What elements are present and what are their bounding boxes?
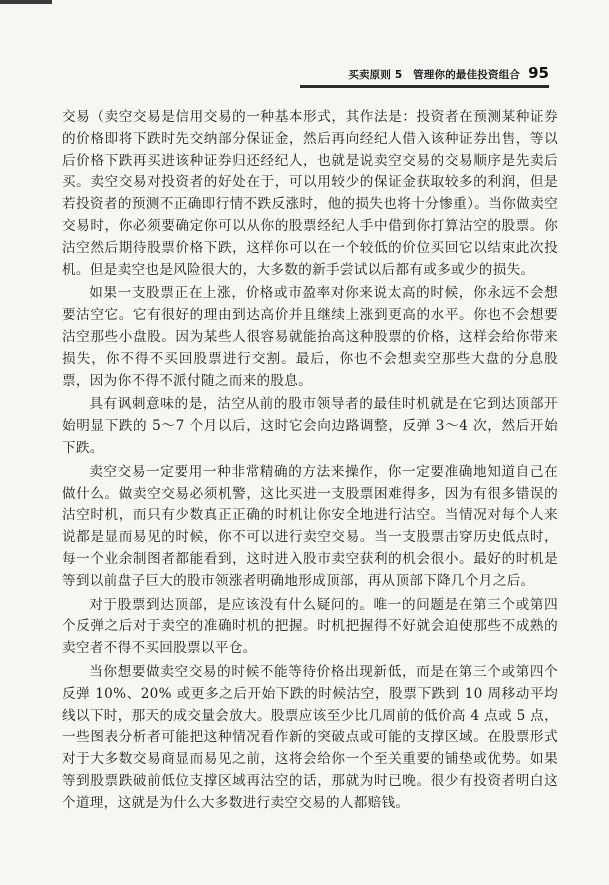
paragraph: 如果一支股票正在上涨，价格或市盈率对你来说太高的时候，你永远不会想要沽空它。它有很好的理由到达高价并且继续上涨到更高的水平。你也不会想要沽空那些小盘股。因为某些人很容易就能抬高这种股票的价格，这样会给你带来损失，你不得不买回股票进行交割。最后，你也不会想卖空那些大盘的分息股票，因为你不得不派付随之而来的股息。 (62, 285, 558, 389)
running-header (300, 64, 549, 88)
paragraph: 当你想要做卖空交易的时候不能等待价格出现新低，而是在第三个或第四个反弹 10%、20% 或更多之后开始下跌的时候沽空，股票下跌到 10 周移动平均线以下时，那天的成交量会放大。股票应该至少比几周前的低价高 4 点或 5 点，一些图表分析者可能把这种情况看作新的突破点或可能的支撑区域。在股票形式对于大多数交易商显而易见之前，这将会给你一个至关重要的铺垫或优势。如果等到股票跌破前低位支撑区域再沽空的话，那就为时已晚。很少有投资者明白这个道理，这就是为什么大多数进行卖空交易的人都赔钱。 (62, 663, 558, 811)
paragraph: 具有讽刺意味的是，沽空从前的股市领导者的最佳时机就是在它到达顶部开始明显下跌的 5～7 个月以后，这时它会向边路调整，反弹 3～4 次，然后开始下跌。 (62, 396, 558, 456)
paragraph: 对于股票到达顶部，是应该没有什么疑问的。唯一的问题是在第三个或第四个反弹之后对于卖空的准确时机的把握。时机把握得不好就会迫使那些不成熟的卖空者不得不买回股票以平仓。 (62, 596, 558, 657)
running-head-title: 买卖原则 5 管理你的最佳投资组合 (348, 69, 521, 81)
page-body (62, 107, 558, 817)
top-corner-rule (0, 0, 52, 4)
paragraph-continued: 交易（卖空交易是信用交易的一种基本形式，其作法是：投资者在预测某种证券的价格即将下跌时先交纳部分保证金，然后再向经纪人借入该种证券出售，等以后价格下跌再买进该种证券归还经纪人，也就是说卖空交易的交易顺序是先卖后买。卖空交易对投资者的好处在于，可以用较少的保证金获取较多的利润，但是若投资者的预测不正确即行情不跌反涨时，他的损失也将十分惨重）。当你做卖空交易时，你必须要确定你可以从你的股票经纪人手中借到你打算沽空的股票。你沽空然后期待股票价格下跌，这样你可以在一个较低的价位买回它以结束此次投机。但是卖空也是风险很大的，大多数的新手尝试以后都有或多或少的损失。 (62, 109, 558, 278)
paragraph: 卖空交易一定要用一种非常精确的方法来操作，你一定要准确地知道自己在做什么。做卖空交易必须机警，这比买进一支股票困难得多，因为有很多错误的沽空时机，而只有少数真正正确的时机让你安全地进行沽空。当情况对每个人来说都是显而易见的时候，你不可以进行卖空交易。当一支股票击穿历史低点时，每一个业余制图者都能看到，这时进入股市卖空获利的机会很小。最好的时机是等到以前盘子巨大的股市领涨者明确地形成顶部，再从顶部下降几个月之后。 (62, 463, 558, 589)
page-number: 95 (528, 64, 549, 82)
